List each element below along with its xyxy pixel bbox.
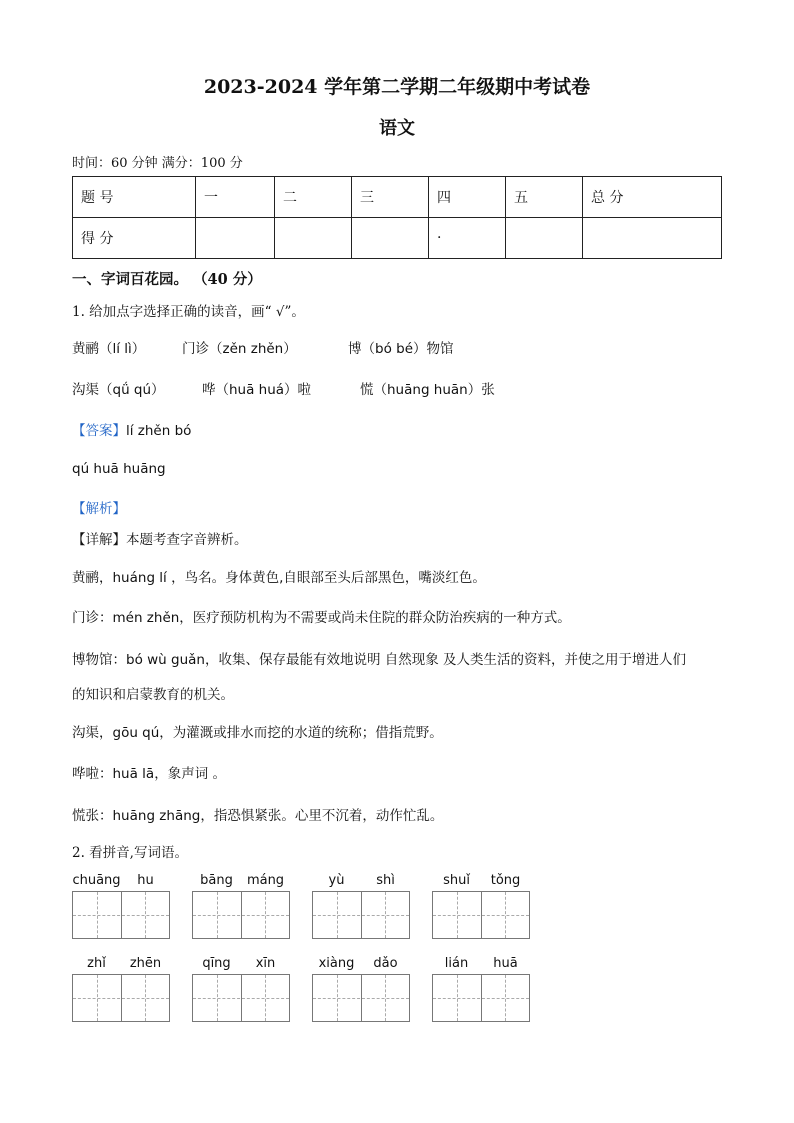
section-title: 一、字词百花园。 （40 分） <box>72 271 262 288</box>
grid-guide <box>505 975 506 1021</box>
pinyin-label: dǎo <box>373 956 398 971</box>
analysis-tag: 【解析】 <box>72 501 126 517</box>
explanation-line: 沟渠，gōu qú，为灌溉或排水而挖的水道的统称；借指荒野。 <box>72 725 443 741</box>
grid-guide <box>73 915 169 916</box>
writing-grid[interactable] <box>432 891 530 939</box>
score-cell[interactable] <box>506 218 583 259</box>
score-header-cell: 二 <box>275 177 352 218</box>
grid-guide <box>313 998 409 999</box>
explanation-line: 哗啦：huā lā，象声词 。 <box>72 766 226 782</box>
score-cell[interactable] <box>352 218 429 259</box>
grid-guide <box>337 975 338 1021</box>
pinyin-label: máng <box>246 873 285 888</box>
answer-line <box>72 419 191 439</box>
q1-option: 黄鹂（lí lì） <box>72 341 146 357</box>
q1-option: 哗（huā huá）啦 <box>202 382 312 398</box>
score-cell[interactable] <box>429 218 506 259</box>
writing-grid[interactable] <box>192 974 290 1022</box>
exam-title: 2023-2024 学年第二学期二年级期中考试卷 <box>203 76 591 98</box>
score-header-cell: 五 <box>506 177 583 218</box>
grid-guide <box>505 892 506 938</box>
explanation-line: 黄鹂，huáng lí ，鸟名。身体黄色,自眼部至头后部黑色，嘴淡红色。 <box>72 570 486 586</box>
grid-guide <box>385 975 386 1021</box>
answer-text: lí zhěn bó <box>126 423 192 439</box>
grid-guide <box>73 998 169 999</box>
pinyin-label: chuāng <box>72 873 121 888</box>
grid-guide <box>145 892 146 938</box>
grid-guide <box>433 998 529 999</box>
pinyin-label: huā <box>493 956 518 971</box>
explanation-line: 慌张：huāng zhāng，指恐惧紧张。心里不沉着，动作忙乱。 <box>72 808 444 824</box>
score-mark: · <box>437 230 442 246</box>
exam-meta: 时间：60 分钟 满分：100 分 <box>72 156 243 171</box>
answer-line-2: qú huā huāng <box>72 461 166 477</box>
grid-guide <box>457 975 458 1021</box>
explanation-line: 博物馆：bó wù guǎn，收集、保存最能有效地说明 自然现象 及人类生活的资料，并使之用于增进人们 <box>72 652 687 668</box>
score-header-cell: 四 <box>429 177 506 218</box>
grid-guide <box>145 975 146 1021</box>
answer-tag: 【答案】 <box>72 423 126 439</box>
score-cell[interactable] <box>583 218 722 259</box>
q1-option: 沟渠（qǘ qú） <box>72 382 165 398</box>
writing-grid[interactable] <box>72 974 170 1022</box>
writing-grid[interactable] <box>192 891 290 939</box>
pinyin-label: bāng <box>200 873 233 888</box>
pinyin-label: shuǐ <box>443 873 470 888</box>
pinyin-label: zhǐ <box>87 956 106 971</box>
score-cell[interactable] <box>275 218 352 259</box>
score-header-cell: 题 号 <box>73 177 196 218</box>
explanation-line: 的知识和启蒙教育的机关。 <box>72 687 234 703</box>
grid-guide <box>265 892 266 938</box>
question-1-prompt: 1. 给加点字选择正确的读音，画“ √”。 <box>72 304 305 320</box>
score-header-cell: 总 分 <box>583 177 722 218</box>
grid-guide <box>193 915 289 916</box>
pinyin-label: xīn <box>255 956 276 971</box>
score-header-cell: 一 <box>196 177 275 218</box>
grid-guide <box>433 915 529 916</box>
score-header-cell: 三 <box>352 177 429 218</box>
pinyin-label: yù <box>328 873 345 888</box>
score-table-header-row <box>73 177 722 218</box>
subject-title: 语文 <box>379 118 415 139</box>
grid-guide <box>97 975 98 1021</box>
score-row-label: 得 分 <box>73 218 196 259</box>
pinyin-label: tǒng <box>490 873 521 888</box>
writing-grid[interactable] <box>312 891 410 939</box>
writing-grid[interactable] <box>72 891 170 939</box>
grid-guide <box>217 975 218 1021</box>
grid-guide <box>193 998 289 999</box>
grid-guide <box>217 892 218 938</box>
question-2-prompt: 2. 看拼音,写词语。 <box>72 845 188 861</box>
writing-grid[interactable] <box>312 974 410 1022</box>
grid-guide <box>457 892 458 938</box>
q1-option: 博（bó bé）物馆 <box>348 341 454 357</box>
pinyin-label: zhēn <box>129 956 162 971</box>
grid-guide <box>313 915 409 916</box>
pinyin-label: xiàng <box>318 956 355 971</box>
writing-grid[interactable] <box>432 974 530 1022</box>
q1-option: 门诊（zěn zhěn） <box>182 341 297 357</box>
grid-guide <box>385 892 386 938</box>
explanation-line: 门诊：mén zhěn，医疗预防机构为不需要或尚未住院的群众防治疾病的一种方式。 <box>72 610 571 626</box>
q1-option: 慌（huāng huān）张 <box>360 382 495 398</box>
pinyin-label: hu <box>137 873 154 888</box>
grid-guide <box>265 975 266 1021</box>
score-table <box>72 176 722 259</box>
pinyin-label: lián <box>444 956 469 971</box>
pinyin-label: qīng <box>202 956 231 971</box>
score-table-score-row <box>73 218 722 259</box>
grid-guide <box>337 892 338 938</box>
grid-guide <box>97 892 98 938</box>
detail-line: 【详解】本题考查字音辨析。 <box>72 532 248 548</box>
pinyin-label: shì <box>376 873 395 888</box>
score-cell[interactable] <box>196 218 275 259</box>
